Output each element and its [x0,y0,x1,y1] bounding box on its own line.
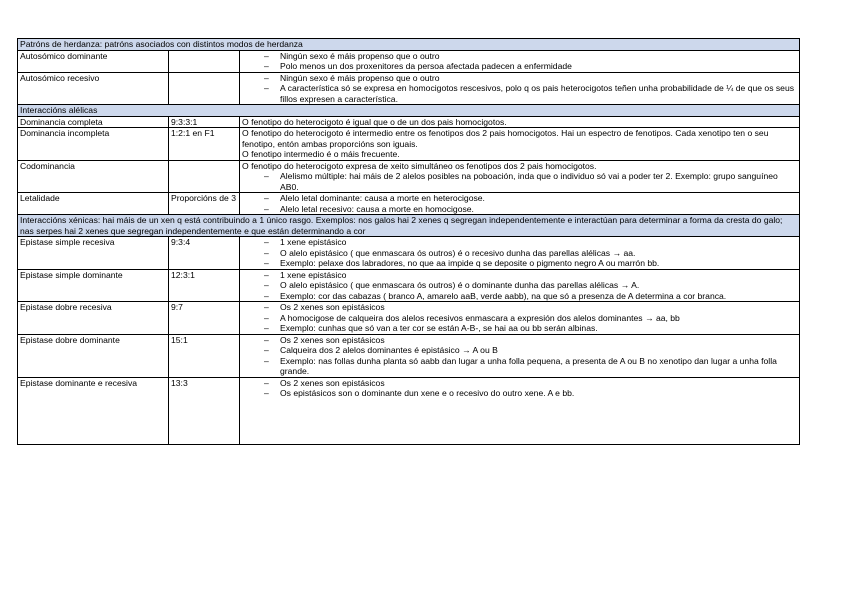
section-header-row [18,215,800,237]
table-row [18,193,800,215]
inheritance-table [17,38,800,445]
description-line: O fenotipo do heterocigoto é igual que o de un dos pais homocigotos. [242,116,507,127]
bullet-item: – Alelismo múltiple: hai máis de 2 alelos posibles na poboación, inda que o individuo só vai a poder ter 2. Exemplo: grupo sanguíneo AB0. [280,171,797,192]
row-name-cell: Epistase dominante e recesiva [18,377,169,444]
section-header-row [18,39,800,51]
row-name-cell: Dominancia completa [18,116,169,128]
row-ratio-cell: 9:7 [169,302,240,335]
description-line: O fenotipo intermedio é o máis frecuente. [242,149,400,159]
table-row [18,72,800,105]
bullet-list [242,302,797,334]
bullet-item: – Os 2 xenes son epistásicos [280,302,797,313]
table-row [18,334,800,377]
section-header: Interaccións alélicas [18,105,800,117]
bullet-item: – Os 2 xenes son epistásicos [280,378,797,389]
row-name-cell: Epistase simple dominante [18,269,169,302]
row-description-cell [240,269,800,302]
row-description-cell [240,237,800,270]
section-header: Interaccións xénicas: hai máis de un xen q está contribuindo a 1 único rasgo. Exemplos: nos galos hai 2 xenes q segregan independentemente e interactúan para determinar a forma da cresta do galo; nas serpes hai 2 xenes que segregan independentemente e que están determinando a cor [18,215,800,237]
bullet-item: – Ningún sexo é máis propenso que o outro [280,73,797,84]
bullet-item: – Alelo letal recesivo: causa a morte en homocigose. [280,204,797,215]
row-ratio-cell [169,72,240,105]
row-name-cell: Dominancia incompleta [18,128,169,161]
row-ratio-cell: 9:3:4 [169,237,240,270]
bullet-item: – Os 2 xenes son epistásicos [280,335,797,346]
row-description-cell [240,128,800,161]
section-header-row [18,105,800,117]
description-line: O fenotipo do heterocigoto expresa de xeito simultáneo os fenotipos dos 2 pais homocigotos. [242,160,597,171]
bullet-item: – Ningún sexo é máis propenso que o outro [280,51,797,62]
table-row [18,50,800,72]
row-description-cell [240,377,800,444]
bullet-item: – Os epistásicos son o dominante dun xene e o recesivo do outro xene. A e bb. [280,388,797,399]
bullet-list [242,171,797,192]
bullet-list [242,378,797,399]
bullet-list [242,335,797,377]
table-body [18,39,800,445]
bullet-item: – Exemplo: nas follas dunha planta só aabb dan lugar a unha folla pequena, a presenta de A ou B no xenotipo dan lugar a unha folla grande. [280,356,797,377]
bullet-item: – Exemplo: pelaxe dos labradores, no que aa impide q se deposite o pigmento negro A ou marrón bb. [280,258,797,269]
bullet-item: – 1 xene epistásico [280,270,797,281]
bullet-item: – A característica só se expresa en homocigotos rescesivos, polo q os pais heterocigotos teñen unha probabilidade de ¼ de que os seus fillos expresen a característica. [280,83,797,104]
bullet-item: – Calqueira dos 2 alelos dominantes é epistásico → A ou B [280,345,797,356]
table-row [18,160,800,193]
row-description-cell [240,160,800,193]
inheritance-document [17,38,799,445]
bullet-list [242,237,797,269]
bullet-item: – O alelo epistásico ( que enmascara ós outros) é o dominante dunha das parellas alélicas → A. [280,280,797,291]
table-row [18,377,800,444]
bullet-list [242,51,797,72]
row-description-cell [240,302,800,335]
row-name-cell: Epistase simple recesiva [18,237,169,270]
bullet-item: – Exemplo: cor das cabazas ( branco A, amarelo aaB, verde aabb), na que só a presenza de A determina a cor branca. [280,291,797,302]
row-description-cell [240,72,800,105]
table-row [18,302,800,335]
row-name-cell: Letalidade [18,193,169,215]
row-ratio-cell: 1:2:1 en F1 [169,128,240,161]
row-name-cell: Epistase dobre recesiva [18,302,169,335]
row-name-cell: Autosómico recesivo [18,72,169,105]
table-row [18,237,800,270]
bullet-list [242,193,797,214]
bullet-item: – Polo menos un dos proxenitores da persoa afectada padecen a enfermidade [280,61,797,72]
bullet-item: – 1 xene epistásico [280,237,797,248]
row-name-cell: Codominancia [18,160,169,193]
table-row [18,116,800,128]
bullet-item: – Exemplo: cunhas que só van a ter cor se están A-B-, se hai aa ou bb serán albinas. [280,323,797,334]
row-description-cell [240,116,800,128]
bullet-list [242,73,797,105]
table-row [18,269,800,302]
row-description-cell [240,50,800,72]
row-description-cell [240,334,800,377]
bullet-item: – O alelo epistásico ( que enmascara ós outros) é o recesivo dunha das parellas alélicas → aa. [280,248,797,259]
row-description-cell [240,193,800,215]
row-ratio-cell [169,160,240,193]
row-ratio-cell: 15:1 [169,334,240,377]
section-header: Patróns de herdanza: patróns asociados con distintos modos de herdanza [18,39,800,51]
bullet-item: – A homocigose de calqueira dos alelos recesivos enmascara a expresión dos alelos dominantes → aa, bb [280,313,797,324]
row-ratio-cell [169,50,240,72]
row-ratio-cell: 12:3:1 [169,269,240,302]
bullet-list [242,270,797,302]
row-name-cell: Autosómico dominante [18,50,169,72]
row-name-cell: Epistase dobre dominante [18,334,169,377]
row-ratio-cell: Proporcións de 3 [169,193,240,215]
description-line: O fenotipo do heterocigoto é intermedio entre os fenotipos dos 2 pais homocigotos. Hai un espectro de fenotipos. Cada xenotipo ten o seu fenotipo, entón ambas proporcións son iguais. [242,128,769,149]
bullet-item: – Alelo letal dominante: causa a morte en heterocigose. [280,193,797,204]
row-ratio-cell: 9:3:3:1 [169,116,240,128]
table-row [18,128,800,161]
row-ratio-cell: 13:3 [169,377,240,444]
